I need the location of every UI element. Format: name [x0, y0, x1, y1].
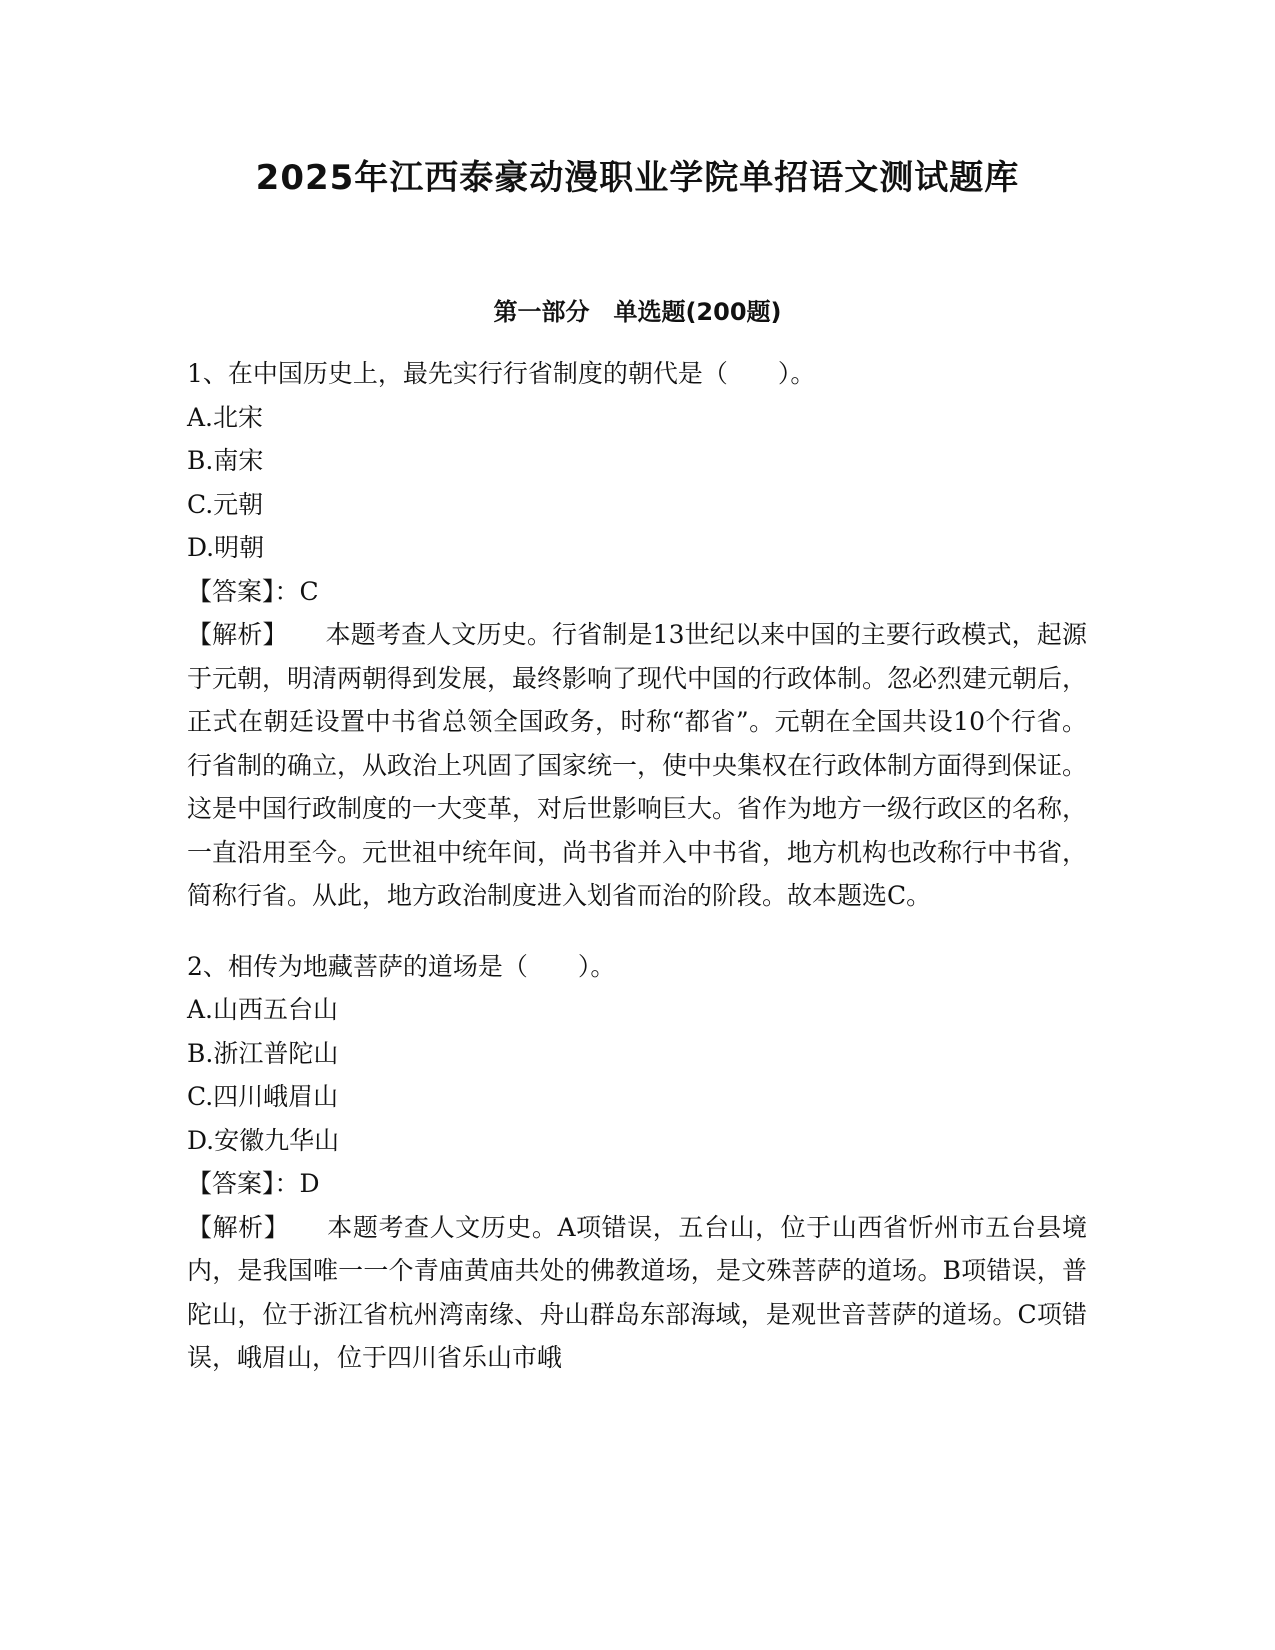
option-b: B.浙江普陀山 — [187, 1038, 339, 1068]
question-2 — [187, 945, 1087, 1380]
answer-line — [187, 570, 1087, 614]
question-1 — [187, 352, 1087, 918]
analysis-label: 【解析】 — [187, 1212, 290, 1242]
answer-value: C — [299, 576, 319, 606]
question-spacer — [187, 918, 1087, 945]
analysis-block — [187, 1206, 1087, 1380]
section-title: 第一部分 单选题(200题) — [493, 298, 782, 326]
answer-label: 【答案】： — [187, 1169, 300, 1198]
option-c: C.四川峨眉山 — [187, 1082, 339, 1111]
answer-value: D — [299, 1169, 320, 1198]
question-list — [187, 352, 1087, 1380]
analysis-label: 【解析】 — [187, 620, 288, 649]
analysis-text: 本题考查人文历史。行省制是13世纪以来中国的主要行政模式，起源于元朝，明清两朝得到发展，最终影响了现代中国的行政体制。忽必烈建元朝后，正式在朝廷设置中书省总领全国政务，时称“都省”。元朝在全国共设10个行省。行省制的确立，从政治上巩固了国家统一，使中央集权在行政体制方面得到保证。这是中国行政制度的一大变革，对后世影响巨大。省作为地方一级行政区的名称，一直沿用至今。元世祖中统年间，尚书省并入中书省，地方机构也改称行中书省，简称行省。从此，地方政治制度进入划省而治的阶段。故本题选C。 — [187, 620, 1088, 910]
option-c: C.元朝 — [187, 489, 264, 519]
analysis-text: 本题考查人文历史。A项错误，五台山，位于山西省忻州市五台县境内，是我国唯一一个青庙黄庙共处的佛教道场，是文殊菩萨的道场。B项错误，普陀山，位于浙江省杭州湾南缘、舟山群岛东部海域，是观世音菩萨的道场。C项错误，峨眉山，位于四川省乐山市峨 — [187, 1212, 1087, 1372]
option-d: D.明朝 — [187, 533, 265, 562]
answer-line — [187, 1162, 1087, 1206]
option-a: A.北宋 — [187, 402, 264, 432]
answer-label: 【答案】： — [187, 576, 300, 606]
option-a: A.山西五台山 — [187, 995, 339, 1024]
document-title: 2025年江西泰豪动漫职业学院单招语文测试题库 — [255, 158, 1020, 198]
option-d: D.安徽九华山 — [187, 1125, 340, 1155]
question-stem: 2、相传为地藏菩萨的道场是（ ）。 — [187, 951, 616, 981]
question-stem: 1、在中国历史上，最先实行行省制度的朝代是（ ）。 — [187, 359, 816, 388]
analysis-block — [187, 613, 1087, 918]
option-b: B.南宋 — [187, 446, 264, 475]
